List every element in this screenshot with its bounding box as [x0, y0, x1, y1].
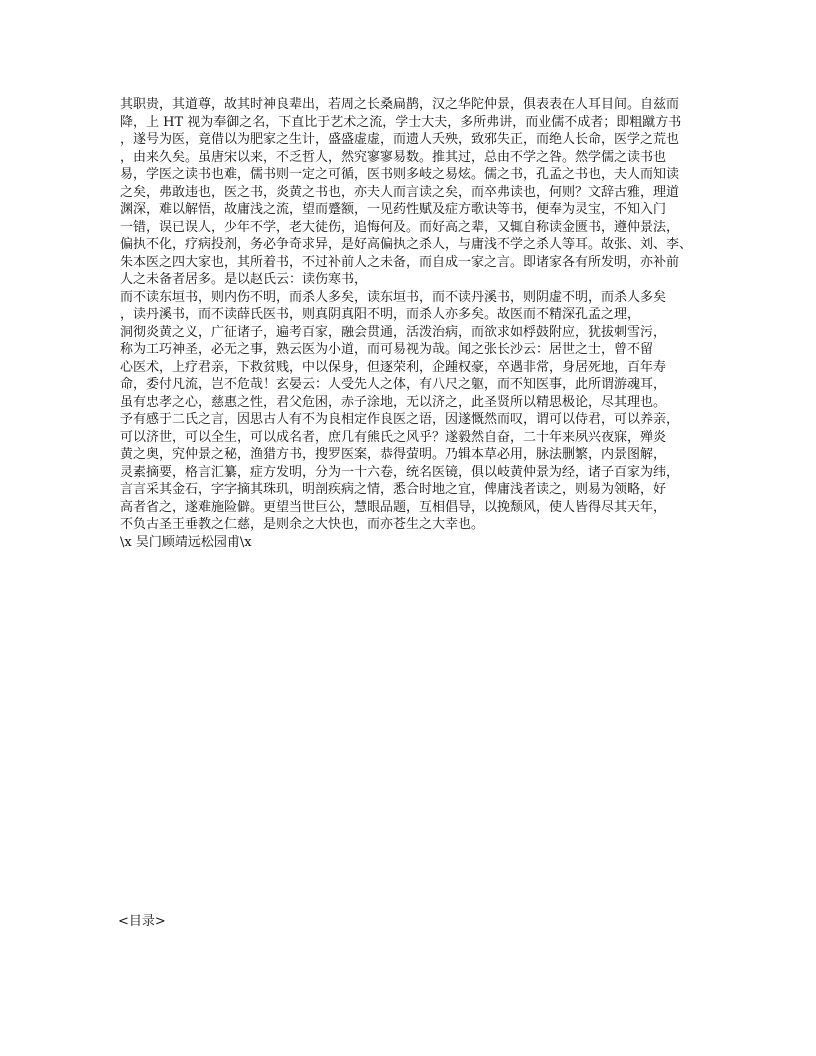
- text-line: 洞彻炎黄之义，广征诸子，遍考百家，融会贯通，活泼治病，而欲求如桴鼓附应，犹拔刺雪污，: [120, 324, 667, 340]
- preface-text: [120, 96, 700, 551]
- text-line: ，遂号为医，竟借以为肥家之生计，盛盛虚虚，而遗人夭殃，致邪失正，而绝人长命，医学之荒也: [120, 132, 680, 147]
- text-line: ，读丹溪书，而不读薛氏医书，则真阴真阳不明，而杀人亦多矣。故医而不精深孔孟之理，: [120, 307, 641, 322]
- text-line: 易，学医之读书也难，儒书则一定之可循，医书则多岐之易炫。儒之书，孔孟之书也，夫人而知读: [120, 167, 680, 182]
- text-line: 黄之奥，究仲景之秘，渔猎方书，搜罗医案，恭得萤明。乃辑本草必用，脉法删繁，内景图解，: [120, 447, 667, 462]
- text-line: 之矣，弗敢违也，医之书，炎黄之书也，亦夫人而言读之矣，而卒弗读也，何则？文辞古雅，理道: [120, 184, 680, 200]
- text-line: 降，上 HT 视为奉御之名，下直比于艺术之流，学士大夫，多所弗讲，而业儒不成者；即粗蹴方书: [120, 114, 682, 130]
- text-line: 称为工巧神圣，必无之事，熟云医为小道，而可易视为哉。闻之张长沙云：居世之士，曾不留: [120, 342, 654, 357]
- text-line: 其职贵，其道尊，故其时神良辈出，若周之长桑扁鹊，汉之华陀仲景，俱表表在人耳目间。自兹而: [120, 97, 680, 112]
- text-line: 虽有忠孝之心，慈惠之性，君父危困，赤子涂地，无以济之，此圣贤所以精思极论，尽其理也。: [120, 394, 667, 410]
- text-line: 不负古圣王垂教之仁慈，是则余之大快也，而亦苍生之大幸也。: [120, 517, 485, 532]
- text-line: 高者省之，遂难施险僻。更望当世巨公，慧眼品题，互相倡导，以挽颓风，使人皆得尽其天年，: [120, 499, 667, 515]
- text-line: 人之未备者居多。是以赵氏云：读伤寒书，: [120, 272, 368, 287]
- text-line: 言言采其金石，字字摘其珠玑，明剖疾病之情，悉合时地之宜，俾庸浅者读之，则易为领略，好: [120, 482, 667, 497]
- text-line: 灵素摘要，格言汇纂，症方发明，分为一十六卷，统名医镜，俱以岐黄仲景为经，诸子百家为纬，: [120, 464, 680, 480]
- text-line: 渊深，难以解悟，故庸浅之流，望而蹙额，一见药性赋及症方歌诀等书，便奉为灵宝，不知入门: [120, 202, 667, 217]
- signature-line: \x 吴门顾靖远松园甫\x: [120, 534, 252, 550]
- text-line: 可以济世，可以全生，可以成名者，庶几有熊氏之风乎？遂毅然自奋，二十年来夙兴夜寐，殚炎: [120, 429, 667, 445]
- text-line: 偏执不化，疗病投剂，务必争奇求异，是好高偏执之杀人，与庸浅不学之杀人等耳。故张、刘、李、: [120, 237, 693, 252]
- text-line: 一错，误已误人，少年不学，老大徒伤，追悔何及。而好高之辈，又辄自称读金匮书，遵仲景法，: [120, 219, 680, 235]
- text-line: ，由来久矣。虽唐宋以来，不乏哲人，然究寥寥易数。推其过，总由不学之咎。然学儒之读书也: [120, 149, 667, 165]
- table-of-contents-link[interactable]: <目录>: [118, 914, 166, 929]
- text-line: 命，委付凡流，岂不危哉！玄晏云：人受先人之体，有八尺之躯，而不知医事，此所谓游魂耳，: [120, 377, 667, 392]
- text-line: 朱本医之四大家也，其所着书，不过补前人之未备，而自成一家之言。即诸家各有所发明，亦补前: [120, 254, 680, 270]
- text-line: 予有感于二氏之言，因思古人有不为良相定作良医之语，因遂慨然而叹，谓可以侍君，可以养亲，: [120, 412, 680, 427]
- text-line: 而不读东垣书，则内伤不明，而杀人多矣，读东垣书，而不读丹溪书，则阴虚不明，而杀人多矣: [120, 289, 667, 305]
- text-line: 心医术，上疗君亲，下救贫贱，中以保身，但逐荣利，企踵权豪，卒遇非常，身居死地，百年寿: [120, 359, 667, 375]
